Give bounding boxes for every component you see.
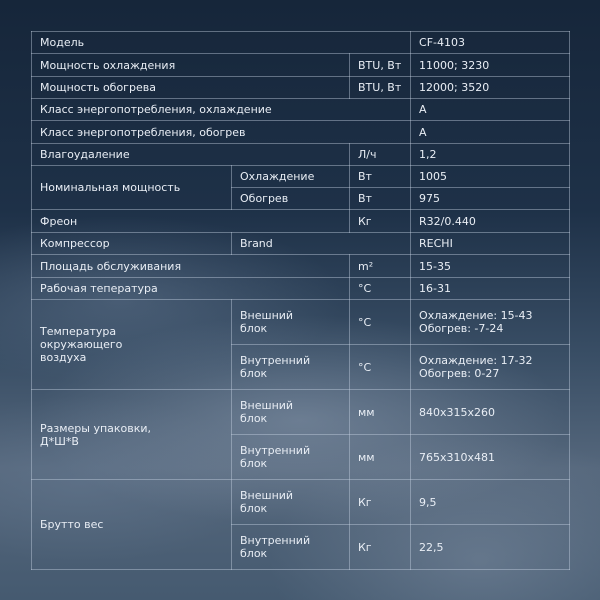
row-label: Модель <box>32 32 411 54</box>
row-value: A <box>411 121 570 144</box>
table-row <box>32 144 570 166</box>
row-sublabel: Внутренний блок <box>232 435 350 480</box>
row-value: 12000; 3520 <box>411 77 570 99</box>
row-label: Размеры упаковки, Д*Ш*В <box>32 390 232 480</box>
table-row <box>32 233 570 255</box>
table-row <box>32 255 570 278</box>
row-label: Площадь обслуживания <box>32 255 350 278</box>
row-label: Класс энергопотребления, охлаждение <box>32 99 411 121</box>
row-value: CF-4103 <box>411 32 570 54</box>
row-value: 15-35 <box>411 255 570 278</box>
row-value: Охлаждение: 17-32 Обогрев: 0-27 <box>411 345 570 390</box>
row-sublabel: Внешний блок <box>232 390 350 435</box>
row-unit: Вт <box>350 166 411 188</box>
row-unit: m² <box>350 255 411 278</box>
table-row <box>32 99 570 121</box>
row-value: 765x310x481 <box>411 435 570 480</box>
row-unit: °C <box>350 300 411 345</box>
table-row <box>32 278 570 300</box>
row-unit: Кг <box>350 480 411 525</box>
row-label: Брутто вес <box>32 480 232 570</box>
row-value: 975 <box>411 188 570 210</box>
table-row <box>32 166 570 188</box>
table-row <box>32 300 570 345</box>
specifications-table <box>31 31 570 570</box>
row-sublabel: Обогрев <box>232 188 350 210</box>
row-label: Влагоудаление <box>32 144 350 166</box>
table-row <box>32 32 570 54</box>
table-row <box>32 390 570 435</box>
table-row <box>32 210 570 233</box>
row-sublabel: Внешний блок <box>232 480 350 525</box>
row-sublabel: Brand <box>232 233 411 255</box>
row-unit: °C <box>350 345 411 390</box>
row-value: 840x315x260 <box>411 390 570 435</box>
row-value: 11000; 3230 <box>411 54 570 77</box>
table-row <box>32 54 570 77</box>
row-sublabel: Внутренний блок <box>232 525 350 570</box>
row-label: Класс энергопотребления, обогрев <box>32 121 411 144</box>
row-sublabel: Внутренний блок <box>232 345 350 390</box>
row-unit: BTU, Вт <box>350 54 411 77</box>
row-value: 1,2 <box>411 144 570 166</box>
row-unit: мм <box>350 390 411 435</box>
row-label: Мощность охлаждения <box>32 54 350 77</box>
row-value: 22,5 <box>411 525 570 570</box>
row-label: Температура окружающего воздуха <box>32 300 232 390</box>
row-unit: BTU, Вт <box>350 77 411 99</box>
row-label: Компрессор <box>32 233 232 255</box>
row-value: A <box>411 99 570 121</box>
table-row <box>32 77 570 99</box>
row-sublabel: Охлаждение <box>232 166 350 188</box>
row-unit: °C <box>350 278 411 300</box>
row-label: Фреон <box>32 210 350 233</box>
row-unit: Вт <box>350 188 411 210</box>
row-value: R32/0.440 <box>411 210 570 233</box>
row-unit: мм <box>350 435 411 480</box>
row-value: 9,5 <box>411 480 570 525</box>
row-label: Номинальная мощность <box>32 166 232 210</box>
row-unit: Кг <box>350 210 411 233</box>
row-label: Мощность обогрева <box>32 77 350 99</box>
table-row <box>32 480 570 525</box>
row-label: Рабочая тепература <box>32 278 350 300</box>
row-value: RECHI <box>411 233 570 255</box>
row-value: 1005 <box>411 166 570 188</box>
row-unit: Л/ч <box>350 144 411 166</box>
row-unit: Кг <box>350 525 411 570</box>
row-sublabel: Внешний блок <box>232 300 350 345</box>
row-value: Охлаждение: 15-43 Обогрев: -7-24 <box>411 300 570 345</box>
row-value: 16-31 <box>411 278 570 300</box>
table-row <box>32 121 570 144</box>
